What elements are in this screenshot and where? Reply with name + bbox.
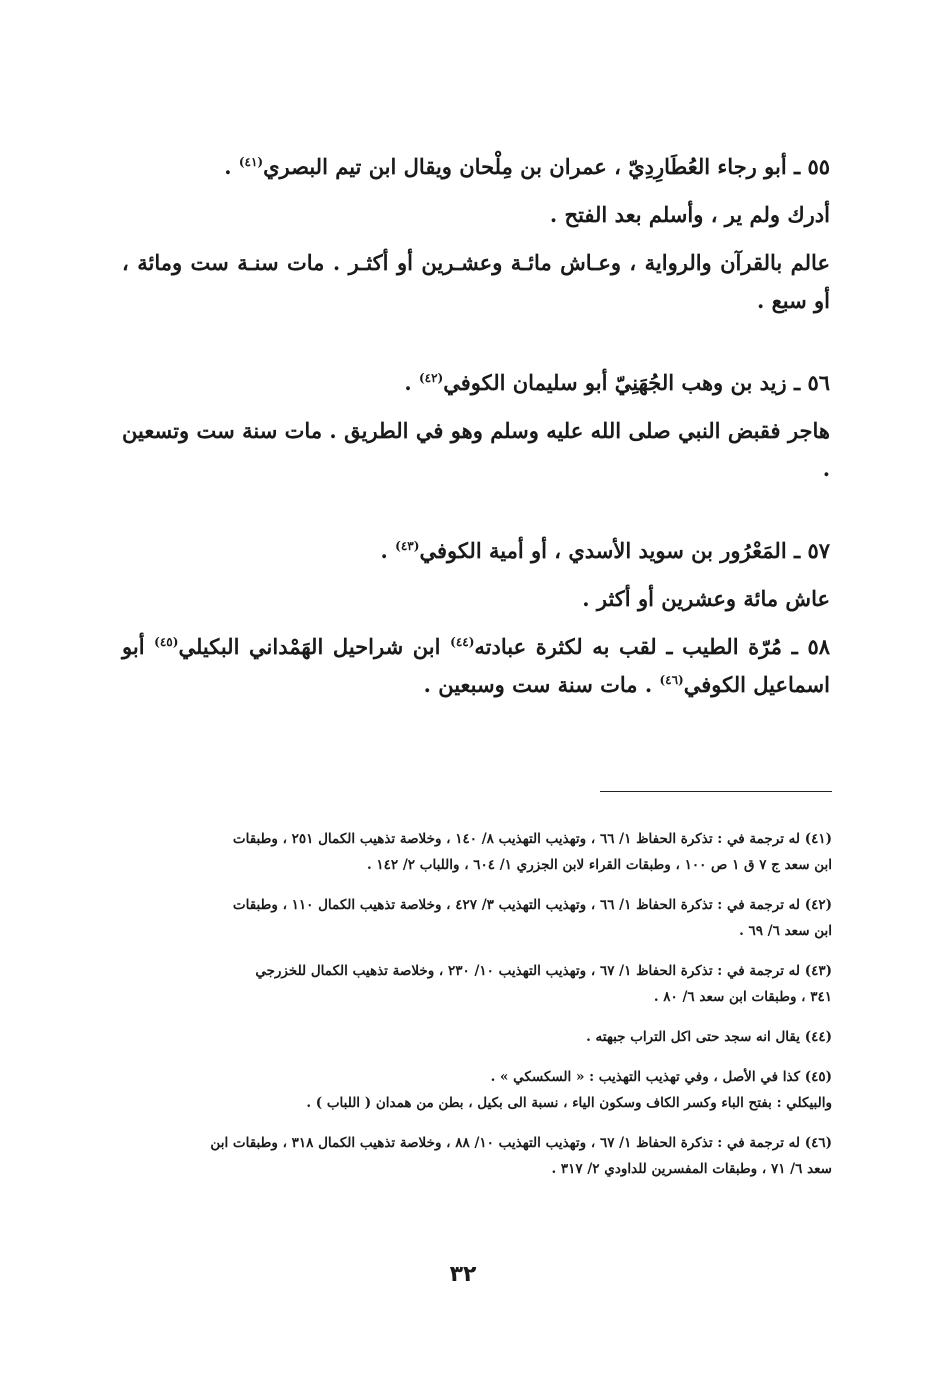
entry-58-text: ابن شراحيل الهَمْداني البكيلي — [178, 634, 451, 659]
footnote-line: (٤٢) له ترجمة في : تذكرة الحفاظ ١/ ٦٦ ، وتهذيب التهذيب ٣/ ٤٢٧ ، وخلاصة تذهيب الكمال ١١٠ ، وطبقات — [232, 897, 832, 913]
footnote-41 — [126, 826, 832, 878]
entry-56 — [122, 364, 830, 488]
footnotes — [126, 826, 832, 1196]
footnote-42 — [126, 892, 832, 944]
footnote-line: (٤٤) يقال انه سجد حتى اكل التراب جبهته . — [586, 1029, 832, 1045]
entry-paragraph: عالم بالقرآن والرواية ، وعـاش مائـة وعشـرين أو أكثـر . مات سنـة ست ومائة ، أو سبع . — [122, 250, 830, 313]
footnote-divider — [600, 791, 832, 792]
footnote-ref: (٤٥) — [154, 635, 179, 649]
footnote-45 — [126, 1064, 832, 1116]
entry-heading-text: ٥٧ ـ المَعْرُور بن سويد الأسدي ، أو أمية الكوفي — [419, 538, 830, 563]
entry-58 — [122, 628, 830, 704]
entry-paragraph: هاجر فقبض النبي صلى الله عليه وسلم وهو في الطريق . مات سنة ست وتسعين . — [122, 418, 830, 481]
entry-heading — [122, 148, 830, 186]
footnote-ref: (٤٣) — [395, 539, 420, 553]
footnote-ref: (٤٤) — [450, 635, 475, 649]
footnote-ref: (٤١) — [238, 155, 264, 169]
entry-heading — [122, 532, 830, 570]
footnote-44 — [126, 1024, 832, 1050]
heading-end: . — [224, 154, 239, 179]
heading-end: . — [380, 538, 396, 563]
footnote-line: سعد ٦/ ٧١ ، وطبقات المفسرين للداودي ٢/ ٣١٧ . — [551, 1161, 832, 1177]
entry-paragraph: أدرك ولم ير ، وأسلم بعد الفتح . — [549, 202, 830, 227]
entry-57 — [122, 532, 830, 618]
footnote-43 — [126, 958, 832, 1010]
entry-paragraph — [122, 628, 830, 704]
footnote-line: (٤٣) له ترجمة في : تذكرة الحفاظ ١/ ٦٧ ، وتهذيب التهذيب ١٠/ ٢٣٠ ، وخلاصة تذهيب الكمال للخزرجي — [255, 963, 832, 979]
footnote-line: ابن سعد ج ٧ ق ١ ص ١٠٠ ، وطبقات القراء لابن الجزري ١/ ٦٠٤ ، واللباب ٢/ ١٤٢ . — [366, 857, 832, 873]
entry-55 — [122, 148, 830, 320]
entry-58-text: . مات سنة ست وسبعين . — [423, 672, 660, 697]
entry-heading — [122, 364, 830, 402]
heading-end: . — [404, 370, 419, 395]
footnote-ref: (٤٦) — [659, 673, 684, 687]
entry-heading-text: ٥٥ ـ أبو رجاء العُطَارِدِيّ ، عمران بن مِلْحان ويقال ابن تيم البصري — [263, 154, 830, 179]
entry-heading-text: ٥٦ ـ زيد بن وهب الجُهَنِيّ أبو سليمان الكوفي — [443, 370, 830, 395]
footnote-46 — [126, 1130, 832, 1182]
footnote-ref: (٤٢) — [418, 371, 444, 385]
main-text — [122, 148, 830, 714]
footnote-line: والبيكلي : بفتح الباء وكسر الكاف وسكون الياء ، نسبة الى بكيل ، بطن من همدان ( اللباب ) . — [306, 1095, 832, 1111]
footnote-line: (٤٥) كذا في الأصل ، وفي تهذيب التهذيب : « السكسكي » . — [490, 1069, 832, 1085]
footnote-line: (٤٦) له ترجمة في : تذكرة الحفاظ ١/ ٦٧ ، وتهذيب التهذيب ١٠/ ٨٨ ، وخلاصة تذهيب الكمال ٣١٨ ، وطبقات ابن — [210, 1135, 832, 1151]
entry-58-text: ٥٨ ـ مُرّة الطيب ـ لقب به لكثرة عبادته — [474, 634, 831, 659]
footnote-line: ٣٤١ ، وطبقات ابن سعد ٦/ ٨٠ . — [653, 989, 832, 1005]
footnote-line: ابن سعد ٦/ ٦٩ . — [739, 923, 832, 939]
entry-58-text: أبو اسماعيل الكوفي — [122, 634, 830, 697]
footnote-line: (٤١) له ترجمة في : تذكرة الحفاظ ١/ ٦٦ ، وتهذيب التهذيب ٨/ ١٤٠ ، وخلاصة تذهيب الكمال ٢٥١ ، وطبقات — [232, 831, 832, 847]
entry-paragraph: عاش مائة وعشرين أو أكثر . — [582, 586, 830, 611]
page-number: ٣٢ — [449, 1262, 477, 1287]
